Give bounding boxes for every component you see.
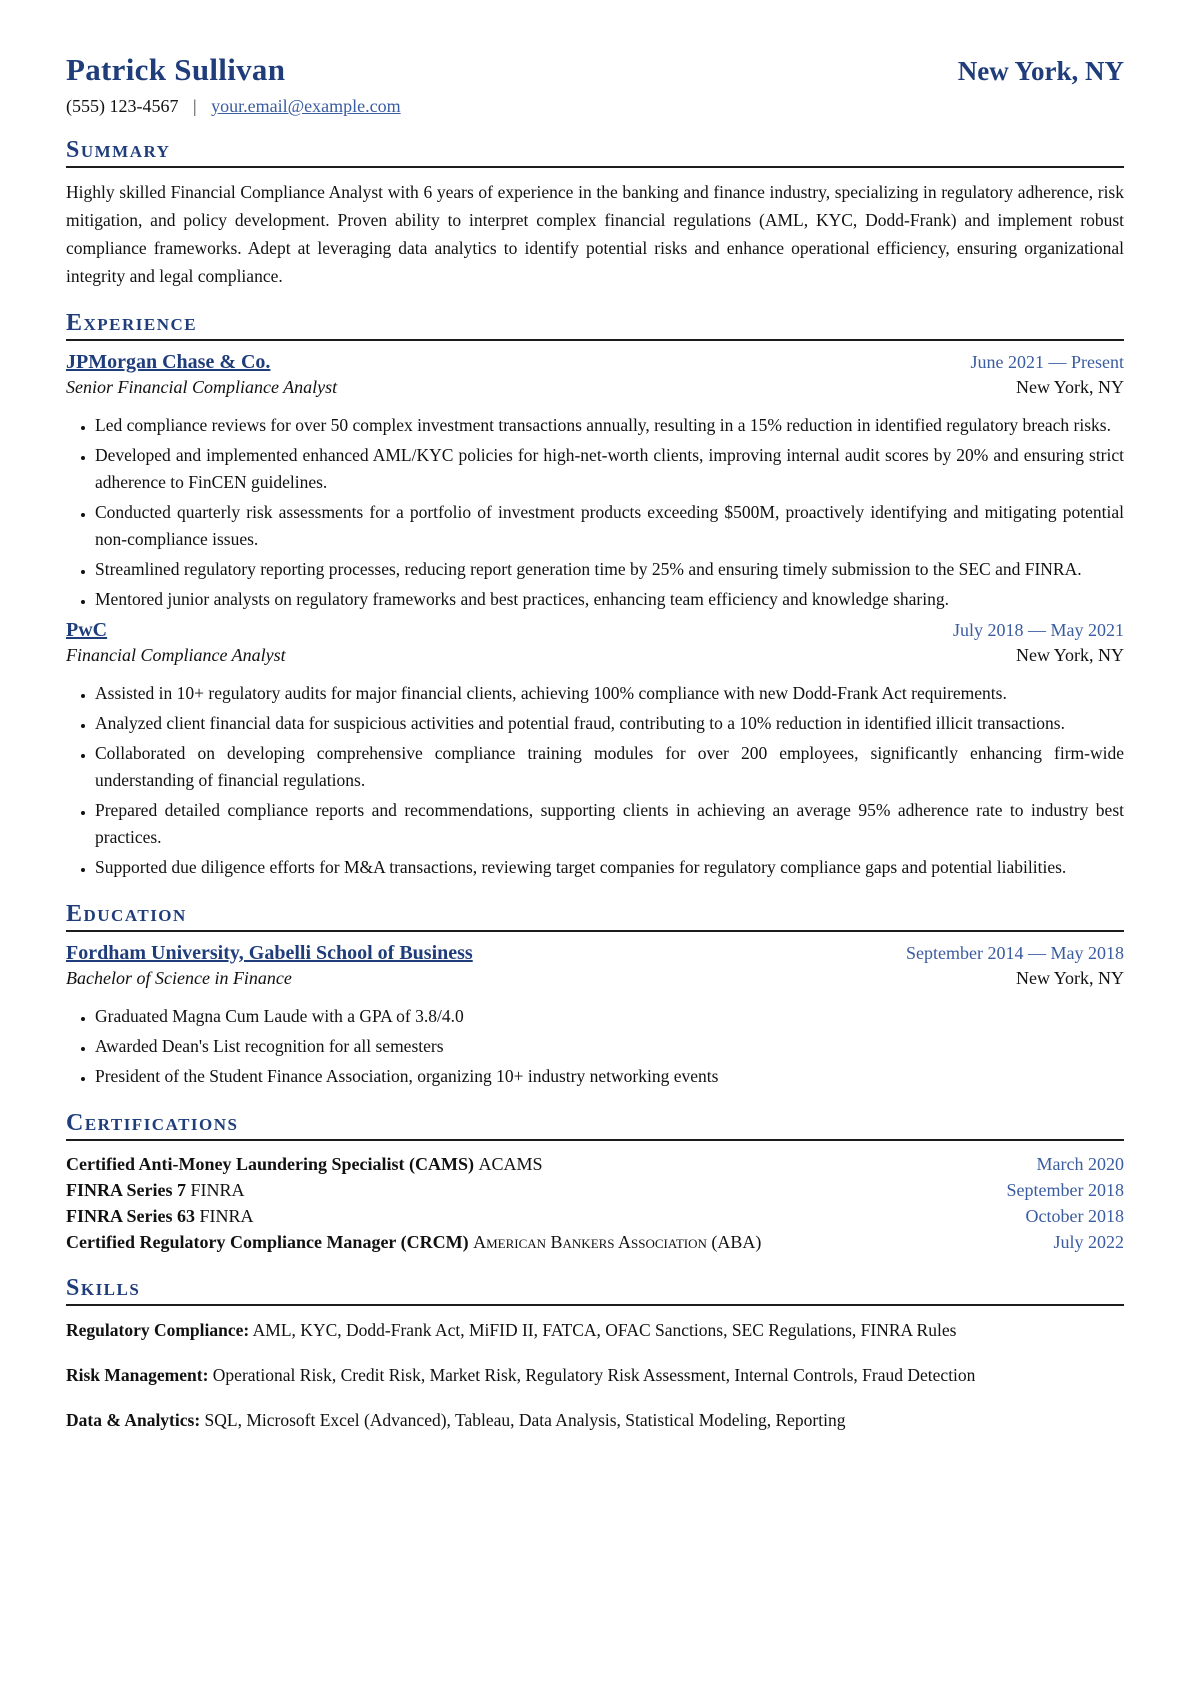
- bullet-item: • President of the Student Finance Association, organizing 10+ industry networking events: [95, 1063, 1124, 1090]
- header: [66, 52, 1124, 88]
- bullet-item: • Collaborated on developing comprehensive compliance training modules for over 200 employees, significantly enhancing firm-wide understanding of financial regulations.: [95, 740, 1124, 794]
- skill-group: [66, 1361, 1124, 1389]
- skills-section-title: Skills: [66, 1275, 1124, 1306]
- certification-row: [66, 1203, 1124, 1229]
- skill-items: Operational Risk, Credit Risk, Market Risk, Regulatory Risk Assessment, Internal Controls, Fraud Detection: [212, 1365, 976, 1385]
- certification-left: [66, 1229, 761, 1255]
- bullet-item: • Analyzed client financial data for suspicious activities and potential fraud, contributing to a 10% reduction in identified illicit transactions.: [95, 710, 1124, 737]
- entry-dates: June 2021 — Present: [970, 352, 1124, 372]
- contact-line: [66, 96, 1124, 117]
- entry-dates: September 2014 — May 2018: [906, 943, 1124, 963]
- certification-issuer: American Bankers Association (ABA): [473, 1232, 762, 1252]
- company-link[interactable]: JPMorgan Chase & Co.: [66, 351, 271, 373]
- certification-row: [66, 1229, 1124, 1255]
- bullet-item: • Graduated Magna Cum Laude with a GPA of 3.8/4.0: [95, 1003, 1124, 1030]
- bullet-item: • Awarded Dean's List recognition for all semesters: [95, 1033, 1124, 1060]
- section-certifications: [66, 1110, 1124, 1255]
- company-link[interactable]: PwC: [66, 619, 108, 641]
- certification-name: Certified Anti-Money Laundering Specialist (CAMS): [66, 1154, 474, 1174]
- entry-header: [66, 942, 1124, 965]
- entry-subheader: [66, 968, 1124, 989]
- summary-section-title: Summary: [66, 137, 1124, 168]
- experience-entry: [66, 351, 1124, 613]
- experience-section-title: Experience: [66, 310, 1124, 341]
- certification-issuer: FINRA: [199, 1206, 254, 1226]
- education-section-title: Education: [66, 901, 1124, 932]
- skill-items: SQL, Microsoft Excel (Advanced), Tableau, Data Analysis, Statistical Modeling, Reporting: [204, 1410, 846, 1430]
- experience-entry: [66, 619, 1124, 881]
- bullet-item: • Supported due diligence efforts for M&A transactions, reviewing target companies for regulatory compliance gaps and potential liabilities.: [95, 854, 1124, 881]
- section-experience: [66, 310, 1124, 881]
- bullet-item: • Conducted quarterly risk assessments for a portfolio of investment products exceeding $500M, proactively identifying and mitigating potential non-compliance issues.: [95, 499, 1124, 553]
- certification-issuer: FINRA: [190, 1180, 245, 1200]
- certifications-section-title: Certifications: [66, 1110, 1124, 1141]
- certification-name: Certified Regulatory Compliance Manager (CRCM): [66, 1232, 469, 1252]
- bullet-item: • Mentored junior analysts on regulatory frameworks and best practices, enhancing team efficiency and knowledge sharing.: [95, 586, 1124, 613]
- section-education: [66, 901, 1124, 1090]
- certification-name: FINRA Series 7: [66, 1180, 186, 1200]
- bullet-list: [66, 680, 1124, 881]
- certification-date: July 2022: [1053, 1232, 1124, 1252]
- certification-date: March 2020: [1036, 1154, 1124, 1174]
- school-link[interactable]: Fordham University, Gabelli School of Business: [66, 942, 473, 964]
- certification-left: [66, 1177, 245, 1203]
- entry-header: [66, 619, 1124, 642]
- entry-location: New York, NY: [1015, 968, 1124, 988]
- email-link[interactable]: your.email@example.com: [211, 96, 401, 116]
- summary-text: Highly skilled Financial Compliance Analyst with 6 years of experience in the banking and finance industry, specializing in regulatory adherence, risk mitigation, and policy development. Proven ability to interpret complex financial regulations (AML, KYC, Dodd-Frank) and implement robust compliance frameworks. Adept at leveraging data analytics to identify potential risks and enhance operational efficiency, ensuring organizational integrity and legal compliance.: [66, 182, 1124, 286]
- certification-row: [66, 1151, 1124, 1177]
- certification-left: [66, 1203, 254, 1229]
- bullet-list: [66, 412, 1124, 613]
- section-skills: [66, 1275, 1124, 1434]
- bullet-item: • Developed and implemented enhanced AML/KYC policies for high-net-worth clients, improving internal audit scores by 20% and ensuring strict adherence to FinCEN guidelines.: [95, 442, 1124, 496]
- job-title: Senior Financial Compliance Analyst: [66, 377, 338, 397]
- bullet-item: • Streamlined regulatory reporting processes, reducing report generation time by 25% and ensuring timely submission to the SEC and FINRA.: [95, 556, 1124, 583]
- entry-location: New York, NY: [1015, 645, 1124, 665]
- entry-header: [66, 351, 1124, 374]
- certification-list: [66, 1151, 1124, 1255]
- skill-items: AML, KYC, Dodd-Frank Act, MiFID II, FATCA, OFAC Sanctions, SEC Regulations, FINRA Rules: [252, 1320, 957, 1340]
- entry-dates: July 2018 — May 2021: [953, 620, 1124, 640]
- certification-left: [66, 1151, 543, 1177]
- certification-date: September 2018: [1006, 1180, 1124, 1200]
- entry-subheader: [66, 377, 1124, 398]
- entry-location: New York, NY: [1015, 377, 1124, 397]
- skill-category-label: Risk Management:: [66, 1365, 209, 1385]
- skills-list: [66, 1316, 1124, 1434]
- phone-number: (555) 123-4567: [66, 96, 179, 116]
- skill-category-label: Data & Analytics:: [66, 1410, 201, 1430]
- education-entry: [66, 942, 1124, 1090]
- bullet-list: [66, 1003, 1124, 1090]
- candidate-name: Patrick Sullivan: [66, 52, 286, 87]
- bullet-item: • Led compliance reviews for over 50 complex investment transactions annually, resulting in a 15% reduction in identified regulatory breach risks.: [95, 412, 1124, 439]
- entry-subheader: [66, 645, 1124, 666]
- contact-separator: |: [192, 96, 197, 116]
- certification-row: [66, 1177, 1124, 1203]
- job-title: Financial Compliance Analyst: [66, 645, 286, 665]
- skill-group: [66, 1406, 1124, 1434]
- skill-group: [66, 1316, 1124, 1344]
- certification-date: October 2018: [1025, 1206, 1124, 1226]
- skill-category-label: Regulatory Compliance:: [66, 1320, 250, 1340]
- certification-issuer: ACAMS: [478, 1154, 543, 1174]
- degree-title: Bachelor of Science in Finance: [66, 968, 292, 988]
- section-summary: [66, 137, 1124, 290]
- certification-name: FINRA Series 63: [66, 1206, 195, 1226]
- bullet-item: • Assisted in 10+ regulatory audits for major financial clients, achieving 100% compliance with new Dodd-Frank Act requirements.: [95, 680, 1124, 707]
- bullet-item: • Prepared detailed compliance reports and recommendations, supporting clients in achieving an average 95% adherence rate to industry best practices.: [95, 797, 1124, 851]
- header-location: New York, NY: [957, 56, 1124, 86]
